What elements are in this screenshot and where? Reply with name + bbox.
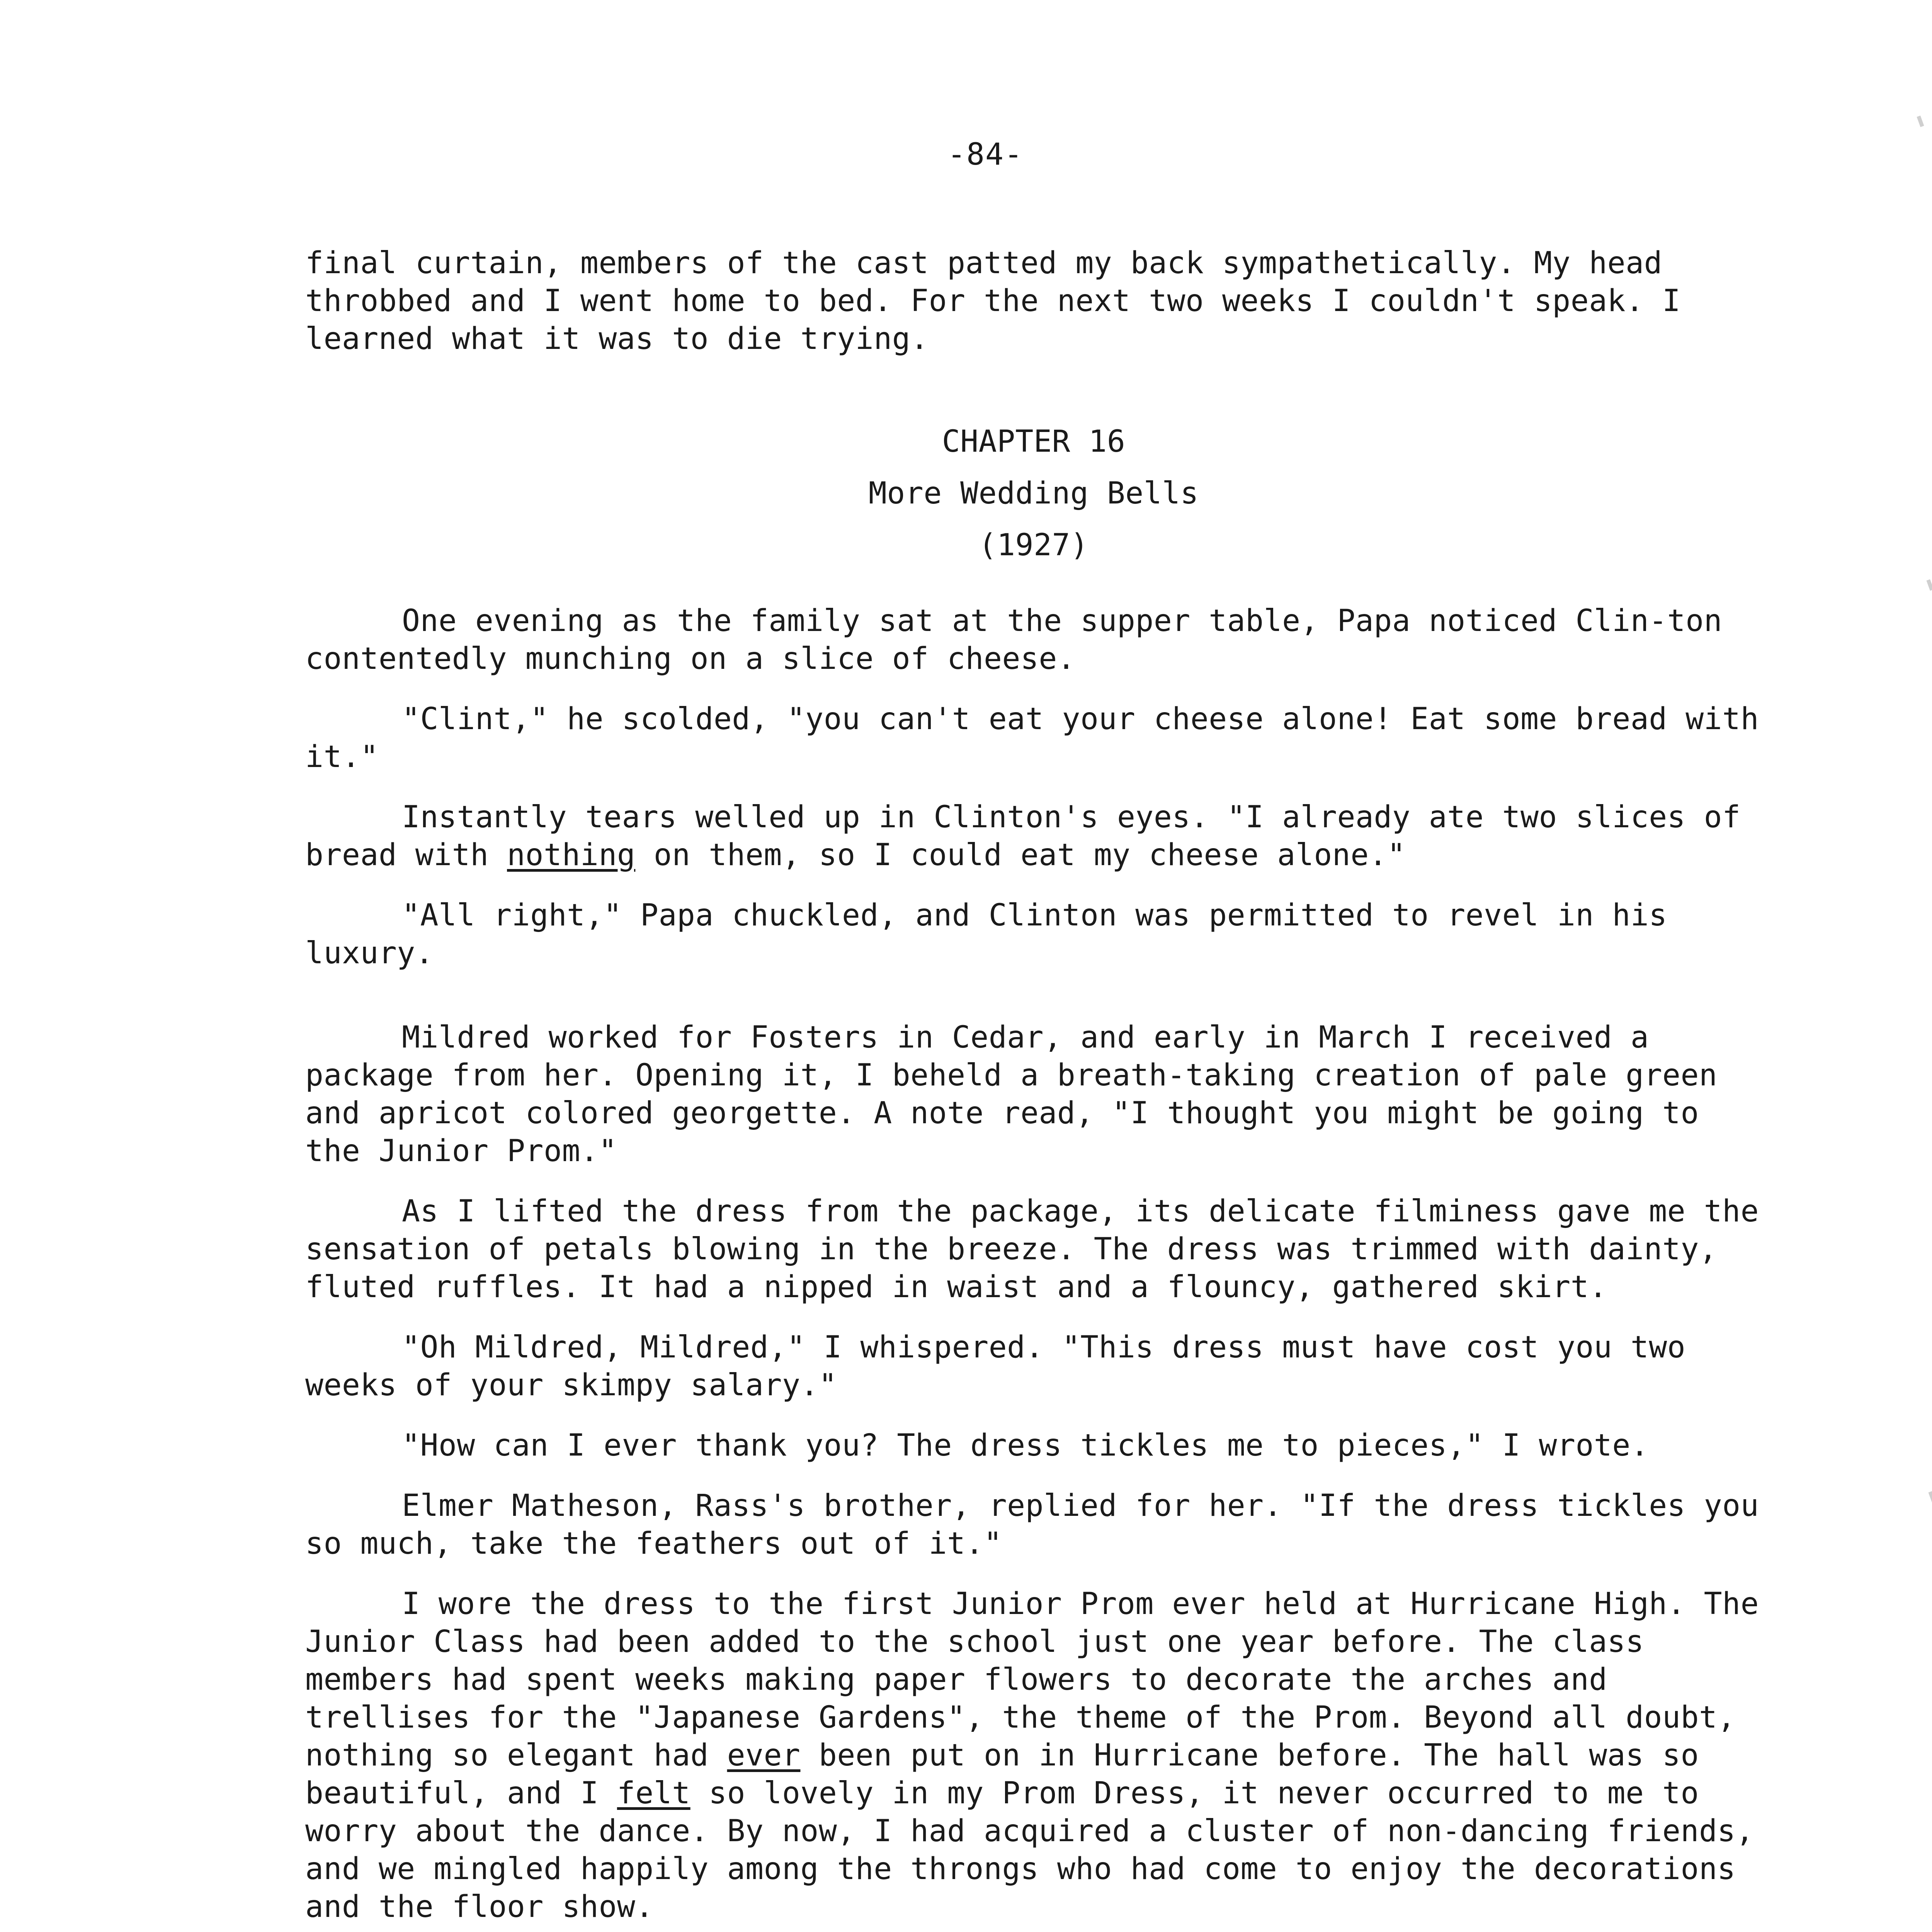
- body-text: [305, 244, 1762, 1932]
- emphasis-ever: ever: [727, 1738, 801, 1773]
- paragraph-5: Mildred worked for Fosters in Cedar, and early in March I received a package from her. Opening it, I beheld a breath-taking creation of pale green and apricot colored georgette. A note read, "I thought you might be going to the Junior Prom.": [305, 1020, 1718, 1168]
- scan-speck: [1927, 579, 1932, 591]
- chapter-heading: [305, 416, 1762, 571]
- scan-speck: [1929, 1491, 1932, 1503]
- paragraph-3: [305, 798, 1762, 874]
- paragraph-3-text-b: on them, so I could eat my cheese alone.": [635, 838, 1406, 872]
- chapter-title: More Wedding Bells: [868, 476, 1199, 511]
- paragraph-10-text-a: I wore the dress to the first Junior Prom ever held at Hurricane High. The Junior Class had been added to the school just one year before. The class members had spent weeks making paper flowers to decorate the arches and trellises for the "Japanese Gardens", the theme of the Prom. Beyond all doubt, nothing so elegant had: [305, 1587, 1759, 1773]
- paragraph-10-text-c: so lovely in my Prom Dress, it never occurred to me to worry about the dance. By now, I had acquired a cluster of non-dancing friends, and we mingled happily among the throngs who had come to enjoy the decorations and the floor show.: [305, 1776, 1754, 1924]
- paragraph-10-text-b: been put on in Hurricane before. The hall was so beautiful, and I: [305, 1738, 1699, 1811]
- emphasis-felt: felt: [617, 1776, 690, 1811]
- page-number: -84-: [947, 137, 1023, 172]
- paragraph-9: Elmer Matheson, Rass's brother, replied for her. "If the dress tickles you so much, take the feathers out of it.": [305, 1488, 1759, 1561]
- opening-paragraph: final curtain, members of the cast patted my back sympathetically. My head throbbed and I went home to bed. For the next two weeks I couldn't speak. I learned what it was to die trying.: [305, 246, 1681, 356]
- paragraph-4: "All right," Papa chuckled, and Clinton was permitted to revel in his luxury.: [305, 898, 1667, 971]
- paragraph-7: "Oh Mildred, Mildred," I whispered. "This dress must have cost you two weeks of your skimpy salary.": [305, 1330, 1686, 1403]
- paragraph-2: "Clint," he scolded, "you can't eat your cheese alone! Eat some bread with it.": [305, 702, 1759, 774]
- scan-speck: [1917, 116, 1924, 127]
- paragraph-3-text-a: Instantly tears welled up in Clinton's eyes. "I already ate two slices of bread with: [305, 800, 1741, 872]
- paragraph-1: One evening as the family sat at the supper table, Papa noticed Clin-ton contentedly munching on a slice of cheese.: [305, 604, 1723, 676]
- emphasis-nothing: nothing: [507, 838, 636, 872]
- paragraph-10: [305, 1585, 1762, 1926]
- paragraph-8: "How can I ever thank you? The dress tickles me to pieces," I wrote.: [402, 1428, 1649, 1463]
- chapter-label: CHAPTER 16: [942, 424, 1126, 459]
- chapter-year: (1927): [978, 528, 1089, 563]
- paragraph-6: As I lifted the dress from the package, its delicate filminess gave me the sensation of petals blowing in the breeze. The dress was trimmed with dainty, fluted ruffles. It had a nipped in waist and a flouncy, gathered skirt.: [305, 1194, 1759, 1304]
